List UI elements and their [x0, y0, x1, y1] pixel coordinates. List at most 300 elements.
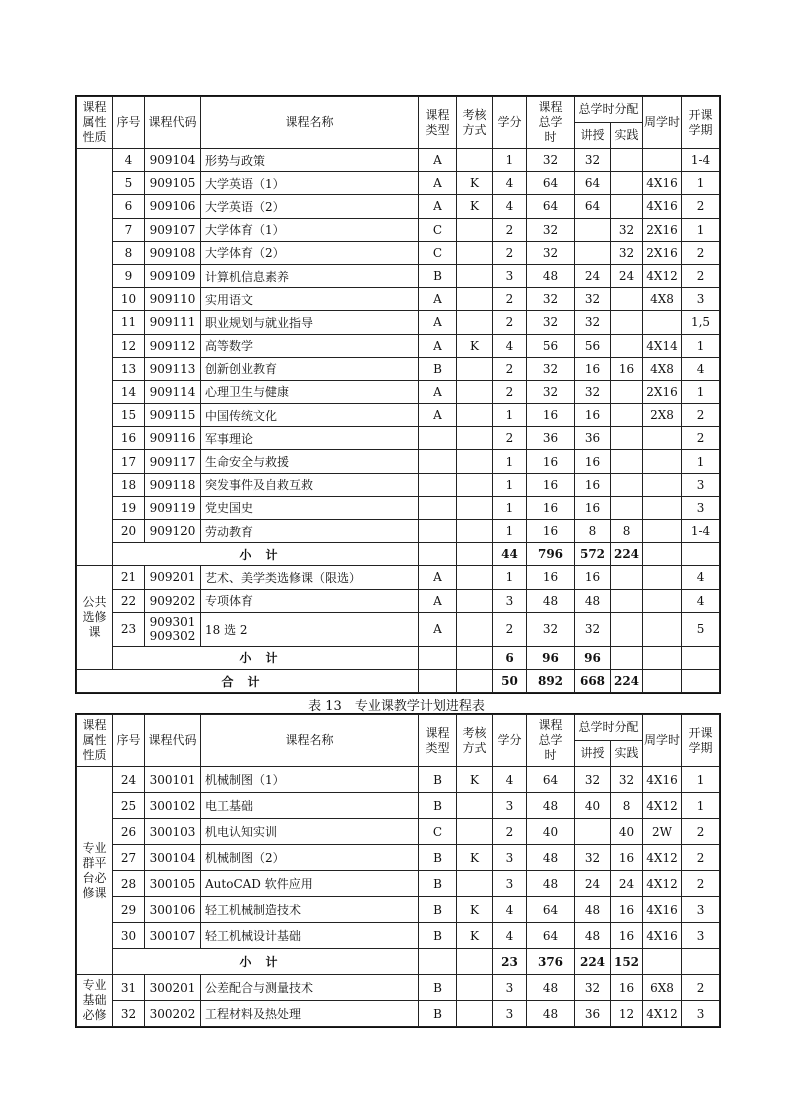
course-type [419, 427, 457, 450]
course-practice: 16 [611, 923, 643, 949]
course-credit: 4 [493, 767, 527, 793]
course-no: 22 [113, 589, 145, 612]
course-total-hours: 48 [527, 845, 575, 871]
course-semester: 2 [682, 264, 720, 287]
course-no: 29 [113, 897, 145, 923]
header-total-hours: 课程 总学 时 [527, 97, 575, 149]
course-credit: 1 [493, 520, 527, 543]
subtotal-row-type [419, 646, 457, 669]
course-lecture: 32 [575, 612, 611, 646]
course-total-hours: 48 [527, 793, 575, 819]
header-practice: 实践 [611, 123, 643, 149]
course-lecture: 36 [575, 1001, 611, 1027]
course-practice: 8 [611, 520, 643, 543]
header-category: 课程 属性 性质 [77, 97, 113, 149]
course-semester: 1-4 [682, 149, 720, 172]
course-weekly: 4X8 [643, 357, 682, 380]
course-exam [457, 975, 493, 1001]
course-practice [611, 427, 643, 450]
course-total-hours: 32 [527, 612, 575, 646]
course-lecture: 32 [575, 975, 611, 1001]
subtotal-row-total-hours: 796 [527, 543, 575, 566]
course-no: 19 [113, 496, 145, 519]
course-exam [457, 589, 493, 612]
course-practice [611, 149, 643, 172]
course-no: 14 [113, 380, 145, 403]
header-weekly: 周学时 [643, 97, 682, 149]
course-code: 300103 [145, 819, 201, 845]
course-weekly: 4X14 [643, 334, 682, 357]
table-row [77, 819, 720, 845]
subtotal-row [77, 949, 720, 975]
header-semester: 开课 学期 [682, 715, 720, 767]
course-name: 专项体育 [201, 589, 419, 612]
course-credit: 3 [493, 871, 527, 897]
course-semester: 1 [682, 767, 720, 793]
course-total-hours: 16 [527, 566, 575, 589]
course-semester: 2 [682, 871, 720, 897]
course-semester: 1 [682, 172, 720, 195]
course-credit: 3 [493, 975, 527, 1001]
subtotal-row-credit: 44 [493, 543, 527, 566]
subtotal-row-label: 小计 [113, 543, 419, 566]
course-practice [611, 450, 643, 473]
course-credit: 4 [493, 897, 527, 923]
course-type: B [419, 264, 457, 287]
course-type: A [419, 612, 457, 646]
course-name: 职业规划与就业指导 [201, 311, 419, 334]
subtotal-row-label: 小计 [113, 646, 419, 669]
course-code: 909117 [145, 450, 201, 473]
course-lecture: 16 [575, 450, 611, 473]
course-exam [457, 819, 493, 845]
course-credit: 4 [493, 334, 527, 357]
course-total-hours: 64 [527, 172, 575, 195]
course-code: 909301 909302 [145, 612, 201, 646]
course-practice [611, 334, 643, 357]
table-row [77, 218, 720, 241]
course-semester: 2 [682, 195, 720, 218]
course-practice [611, 172, 643, 195]
course-credit: 2 [493, 612, 527, 646]
course-weekly: 4X12 [643, 264, 682, 287]
course-type: B [419, 1001, 457, 1027]
table-row [77, 897, 720, 923]
course-practice [611, 311, 643, 334]
course-weekly [643, 450, 682, 473]
course-no: 13 [113, 357, 145, 380]
course-practice [611, 589, 643, 612]
course-weekly: 6X8 [643, 975, 682, 1001]
course-credit: 4 [493, 195, 527, 218]
course-weekly: 4X16 [643, 172, 682, 195]
course-practice [611, 496, 643, 519]
course-credit: 3 [493, 264, 527, 287]
course-no: 17 [113, 450, 145, 473]
course-credit: 1 [493, 566, 527, 589]
total-row-weekly [643, 669, 682, 692]
course-no: 6 [113, 195, 145, 218]
course-lecture: 32 [575, 845, 611, 871]
subtotal-row-lecture: 96 [575, 646, 611, 669]
course-exam [457, 612, 493, 646]
course-type [419, 520, 457, 543]
course-lecture: 8 [575, 520, 611, 543]
course-no: 28 [113, 871, 145, 897]
course-exam [457, 264, 493, 287]
course-lecture: 16 [575, 404, 611, 427]
course-total-hours: 32 [527, 218, 575, 241]
course-code: 300102 [145, 793, 201, 819]
course-lecture: 16 [575, 566, 611, 589]
header-name: 课程名称 [201, 97, 419, 149]
course-lecture: 16 [575, 357, 611, 380]
header-exam: 考核 方式 [457, 97, 493, 149]
course-lecture: 24 [575, 871, 611, 897]
course-semester: 3 [682, 1001, 720, 1027]
total-row-lecture: 668 [575, 669, 611, 692]
course-weekly: 4X12 [643, 1001, 682, 1027]
subtotal-row [77, 646, 720, 669]
course-name: 形势与政策 [201, 149, 419, 172]
course-type: B [419, 897, 457, 923]
course-total-hours: 64 [527, 897, 575, 923]
course-code: 909120 [145, 520, 201, 543]
course-exam [457, 380, 493, 403]
header-row [77, 97, 720, 123]
course-weekly: 2W [643, 819, 682, 845]
course-code: 909109 [145, 264, 201, 287]
table-row [77, 288, 720, 311]
course-exam [457, 496, 493, 519]
header-hours-split: 总学时分配 [575, 97, 643, 123]
table-row [77, 149, 720, 172]
course-credit: 4 [493, 172, 527, 195]
course-total-hours: 16 [527, 520, 575, 543]
total-row-practice: 224 [611, 669, 643, 692]
course-type: B [419, 357, 457, 380]
course-no: 8 [113, 241, 145, 264]
course-weekly [643, 473, 682, 496]
header-lecture: 讲授 [575, 741, 611, 767]
header-weekly: 周学时 [643, 715, 682, 767]
header-no: 序号 [113, 715, 145, 767]
course-code: 909116 [145, 427, 201, 450]
subtotal-row-semester [682, 543, 720, 566]
course-credit: 2 [493, 427, 527, 450]
course-exam [457, 871, 493, 897]
header-type: 课程 类型 [419, 715, 457, 767]
course-name: 18 选 2 [201, 612, 419, 646]
course-type: B [419, 767, 457, 793]
header-no: 序号 [113, 97, 145, 149]
course-weekly [643, 520, 682, 543]
course-practice: 16 [611, 845, 643, 871]
course-lecture: 48 [575, 589, 611, 612]
professional-courses-table [76, 714, 720, 1027]
course-type: C [419, 241, 457, 264]
course-exam [457, 404, 493, 427]
course-exam: K [457, 334, 493, 357]
course-total-hours: 32 [527, 311, 575, 334]
course-type [419, 473, 457, 496]
course-lecture: 16 [575, 496, 611, 519]
course-credit: 2 [493, 380, 527, 403]
course-lecture: 32 [575, 149, 611, 172]
course-semester: 3 [682, 923, 720, 949]
header-name: 课程名称 [201, 715, 419, 767]
course-lecture: 24 [575, 264, 611, 287]
course-type: A [419, 172, 457, 195]
table-caption: 表 13 专业课教学计划进程表 [308, 699, 485, 714]
course-exam: K [457, 845, 493, 871]
course-total-hours: 64 [527, 195, 575, 218]
course-weekly: 4X16 [643, 195, 682, 218]
course-code: 909111 [145, 311, 201, 334]
table-row [77, 520, 720, 543]
course-code: 909110 [145, 288, 201, 311]
course-name: 大学体育（2） [201, 241, 419, 264]
subtotal-row-weekly [643, 543, 682, 566]
course-practice: 24 [611, 264, 643, 287]
course-exam: K [457, 767, 493, 793]
subtotal-row-weekly [643, 949, 682, 975]
course-semester: 1 [682, 218, 720, 241]
course-semester: 3 [682, 496, 720, 519]
course-code: 909201 [145, 566, 201, 589]
table-row [77, 793, 720, 819]
course-type: B [419, 975, 457, 1001]
table-row [77, 871, 720, 897]
course-total-hours: 16 [527, 473, 575, 496]
public-courses-table [76, 96, 720, 693]
course-exam: K [457, 195, 493, 218]
subtotal-row-exam [457, 543, 493, 566]
course-no: 26 [113, 819, 145, 845]
course-semester: 4 [682, 566, 720, 589]
table-row [77, 612, 720, 646]
course-credit: 3 [493, 1001, 527, 1027]
subtotal-row-exam [457, 949, 493, 975]
course-no: 9 [113, 264, 145, 287]
table-row [77, 241, 720, 264]
course-practice [611, 195, 643, 218]
course-code: 909106 [145, 195, 201, 218]
subtotal-row-lecture: 224 [575, 949, 611, 975]
course-type: A [419, 566, 457, 589]
course-weekly: 4X16 [643, 923, 682, 949]
course-name: 大学体育（1） [201, 218, 419, 241]
course-weekly: 4X12 [643, 845, 682, 871]
course-name: 中国传统文化 [201, 404, 419, 427]
subtotal-row-weekly [643, 646, 682, 669]
table-row [77, 264, 720, 287]
course-exam [457, 450, 493, 473]
course-lecture [575, 819, 611, 845]
course-code: 909119 [145, 496, 201, 519]
course-code: 909118 [145, 473, 201, 496]
course-weekly [643, 149, 682, 172]
course-no: 21 [113, 566, 145, 589]
course-total-hours: 16 [527, 404, 575, 427]
table-row [77, 380, 720, 403]
course-type: A [419, 334, 457, 357]
course-total-hours: 32 [527, 241, 575, 264]
course-semester: 3 [682, 288, 720, 311]
course-no: 31 [113, 975, 145, 1001]
course-type: C [419, 819, 457, 845]
course-code: 300104 [145, 845, 201, 871]
course-name: 机械制图（2） [201, 845, 419, 871]
course-lecture: 16 [575, 473, 611, 496]
table-row [77, 195, 720, 218]
course-code: 909105 [145, 172, 201, 195]
course-credit: 1 [493, 473, 527, 496]
course-semester: 2 [682, 819, 720, 845]
course-exam: K [457, 172, 493, 195]
course-practice [611, 473, 643, 496]
course-total-hours: 40 [527, 819, 575, 845]
course-practice: 40 [611, 819, 643, 845]
course-code: 909112 [145, 334, 201, 357]
course-practice [611, 404, 643, 427]
course-lecture: 36 [575, 427, 611, 450]
course-name: 军事理论 [201, 427, 419, 450]
course-exam [457, 520, 493, 543]
course-code: 300105 [145, 871, 201, 897]
category-public-elective: 公共 选修 课 [77, 566, 113, 670]
course-practice [611, 566, 643, 589]
course-total-hours: 32 [527, 288, 575, 311]
course-code: 909114 [145, 380, 201, 403]
course-name: 劳动教育 [201, 520, 419, 543]
course-lecture: 56 [575, 334, 611, 357]
course-total-hours: 48 [527, 589, 575, 612]
course-weekly [643, 496, 682, 519]
course-semester: 2 [682, 427, 720, 450]
course-type: A [419, 589, 457, 612]
table-row [77, 473, 720, 496]
course-semester: 2 [682, 241, 720, 264]
course-total-hours: 56 [527, 334, 575, 357]
subtotal-row-type [419, 543, 457, 566]
course-total-hours: 16 [527, 496, 575, 519]
course-type: B [419, 845, 457, 871]
header-semester: 开课 学期 [682, 97, 720, 149]
course-name: 大学英语（1） [201, 172, 419, 195]
course-semester: 3 [682, 473, 720, 496]
course-semester: 1 [682, 334, 720, 357]
total-row-type [419, 669, 457, 692]
course-code: 909115 [145, 404, 201, 427]
course-practice [611, 612, 643, 646]
course-exam [457, 1001, 493, 1027]
header-practice: 实践 [611, 741, 643, 767]
table-row [77, 404, 720, 427]
course-weekly [643, 311, 682, 334]
course-type [419, 496, 457, 519]
course-credit: 2 [493, 819, 527, 845]
course-lecture [575, 218, 611, 241]
course-semester: 4 [682, 589, 720, 612]
course-name: 轻工机械制造技术 [201, 897, 419, 923]
course-name: 生命安全与救援 [201, 450, 419, 473]
course-exam [457, 218, 493, 241]
course-total-hours: 48 [527, 871, 575, 897]
course-code: 909104 [145, 149, 201, 172]
table-row [77, 589, 720, 612]
course-type: C [419, 218, 457, 241]
course-no: 11 [113, 311, 145, 334]
course-name: 公差配合与测量技术 [201, 975, 419, 1001]
course-lecture: 40 [575, 793, 611, 819]
subtotal-row-practice [611, 646, 643, 669]
course-credit: 1 [493, 496, 527, 519]
course-type: A [419, 311, 457, 334]
course-semester: 3 [682, 897, 720, 923]
table-row [77, 975, 720, 1001]
course-type [419, 450, 457, 473]
course-semester: 1 [682, 380, 720, 403]
course-practice: 8 [611, 793, 643, 819]
course-code: 300106 [145, 897, 201, 923]
course-lecture: 64 [575, 172, 611, 195]
header-hours-split: 总学时分配 [575, 715, 643, 741]
course-lecture [575, 241, 611, 264]
course-total-hours: 64 [527, 923, 575, 949]
course-code: 909113 [145, 357, 201, 380]
course-type: B [419, 793, 457, 819]
course-semester: 1 [682, 793, 720, 819]
course-exam [457, 149, 493, 172]
table-row [77, 357, 720, 380]
table-row [77, 427, 720, 450]
course-code: 300107 [145, 923, 201, 949]
course-no: 7 [113, 218, 145, 241]
course-practice: 24 [611, 871, 643, 897]
course-credit: 2 [493, 288, 527, 311]
subtotal-row-practice: 224 [611, 543, 643, 566]
course-exam [457, 311, 493, 334]
table-row [77, 450, 720, 473]
course-exam [457, 288, 493, 311]
table-row [77, 172, 720, 195]
course-credit: 2 [493, 357, 527, 380]
course-total-hours: 48 [527, 975, 575, 1001]
course-exam [457, 566, 493, 589]
course-lecture: 32 [575, 380, 611, 403]
course-total-hours: 16 [527, 450, 575, 473]
course-type: A [419, 404, 457, 427]
subtotal-row-credit: 6 [493, 646, 527, 669]
category-public-required [77, 149, 113, 566]
course-code: 909107 [145, 218, 201, 241]
course-name: AutoCAD 软件应用 [201, 871, 419, 897]
total-row-credit: 50 [493, 669, 527, 692]
course-practice [611, 288, 643, 311]
course-semester: 1 [682, 450, 720, 473]
course-lecture: 48 [575, 923, 611, 949]
course-semester: 2 [682, 845, 720, 871]
table-row [77, 923, 720, 949]
table-row [77, 311, 720, 334]
course-weekly: 4X12 [643, 793, 682, 819]
course-no: 23 [113, 612, 145, 646]
course-weekly: 2X16 [643, 218, 682, 241]
course-no: 24 [113, 767, 145, 793]
course-total-hours: 36 [527, 427, 575, 450]
header-code: 课程代码 [145, 715, 201, 767]
